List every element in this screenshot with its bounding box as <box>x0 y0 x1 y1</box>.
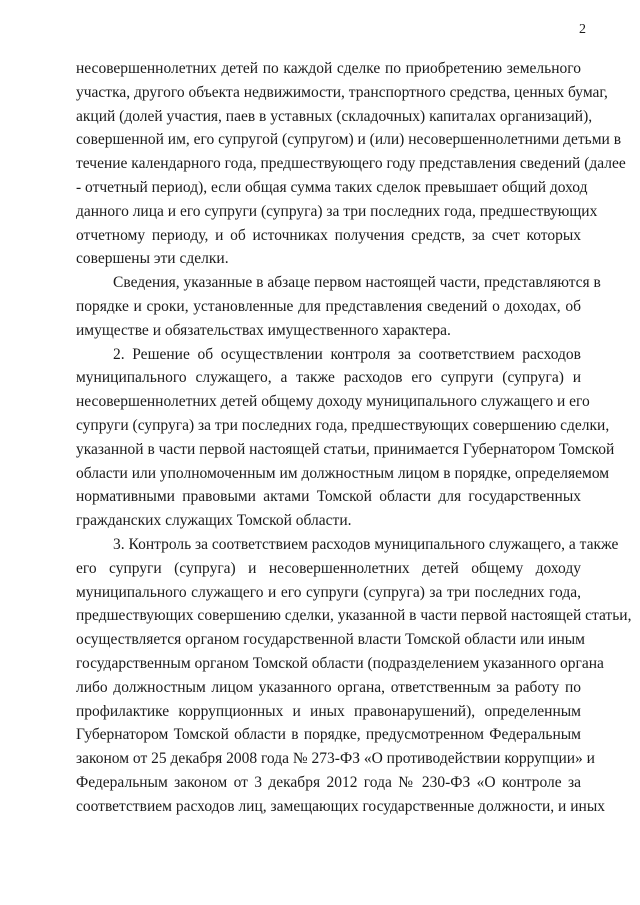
text-line: муниципального служащего, а также расходов его супруги (супруга) и <box>76 369 581 387</box>
text-line: совершенной им, его супругой (супругом) и (или) несовершеннолетними детьми в <box>76 131 622 149</box>
text-line: законом от 25 декабря 2008 года № 273-ФЗ «О противодействии коррупции» и <box>76 750 595 768</box>
page-number: 2 <box>579 22 586 37</box>
text-line: 2. Решение об осуществлении контроля за соответствием расходов <box>113 345 581 363</box>
text-line: либо должностным лицом указанного органа, ответственным за работу по <box>76 678 581 696</box>
text-line: участка, другого объекта недвижимости, транспортного средства, ценных бумаг, <box>76 83 608 101</box>
text-line: нормативными правовыми актами Томской области для государственных <box>76 488 581 506</box>
text-line: данного лица и его супруги (супруга) за три последних года, предшествующих <box>76 202 598 220</box>
text-line: соответствием расходов лиц, замещающих государственные должности, и иных <box>76 797 605 815</box>
text-line: области или уполномоченным им должностным лицом в порядке, определяемом <box>76 464 610 482</box>
paragraph <box>76 271 601 342</box>
text-line: порядке и сроки, установленные для представления сведений о доходах, об <box>76 297 581 315</box>
text-line: отчетному периоду, и об источниках получения средств, за счет которых <box>76 226 581 244</box>
paragraph <box>76 57 626 271</box>
text-line: государственным органом Томской области (подразделением указанного органа <box>76 654 604 672</box>
text-line: несовершеннолетних детей по каждой сделке по приобретению земельного <box>76 60 581 77</box>
text-line: несовершеннолетних детей общему доходу муниципального служащего и его <box>76 393 590 411</box>
document-body <box>76 57 632 819</box>
text-line: профилактике коррупционных и иных правонарушений), определенным <box>76 702 581 720</box>
text-line: указанной в части первой настоящей статьи, принимается Губернатором Томской <box>76 440 615 458</box>
text-line: акций (долей участия, паев в уставных (складочных) капиталах организаций), <box>76 107 593 125</box>
text-line: его супруги (супруга) и несовершеннолетних детей общему доходу <box>76 559 581 577</box>
text-line: течение календарного года, предшествующего году представления сведений (далее <box>76 155 626 173</box>
text-line: Федеральным законом от 3 декабря 2012 года № 230-ФЗ «О контроле за <box>76 773 581 791</box>
text-line: - отчетный период), если общая сумма таких сделок превышает общий доход <box>76 178 588 196</box>
paragraph <box>76 533 632 819</box>
text-line: муниципального служащего и его супруги (супруга) за три последних года, <box>76 583 581 601</box>
text-line: 3. Контроль за соответствием расходов муниципального служащего, а также <box>113 535 619 553</box>
text-line: совершены эти сделки. <box>76 250 229 268</box>
text-line: предшествующих совершению сделки, указанной в части первой настоящей статьи, <box>76 607 632 625</box>
text-line: Сведения, указанные в абзаце первом настоящей части, представляются в <box>113 274 601 292</box>
text-line: супруги (супруга) за три последних года, предшествующих совершению сделки, <box>76 416 610 434</box>
text-line: гражданских служащих Томской области. <box>76 512 352 530</box>
paragraph <box>76 343 615 533</box>
text-line: осуществляется органом государственной власти Томской области или иным <box>76 631 585 649</box>
text-line: имуществе и обязательствах имущественного характера. <box>76 321 451 339</box>
text-line: Губернатором Томской области в порядке, предусмотренном Федеральным <box>76 726 581 744</box>
